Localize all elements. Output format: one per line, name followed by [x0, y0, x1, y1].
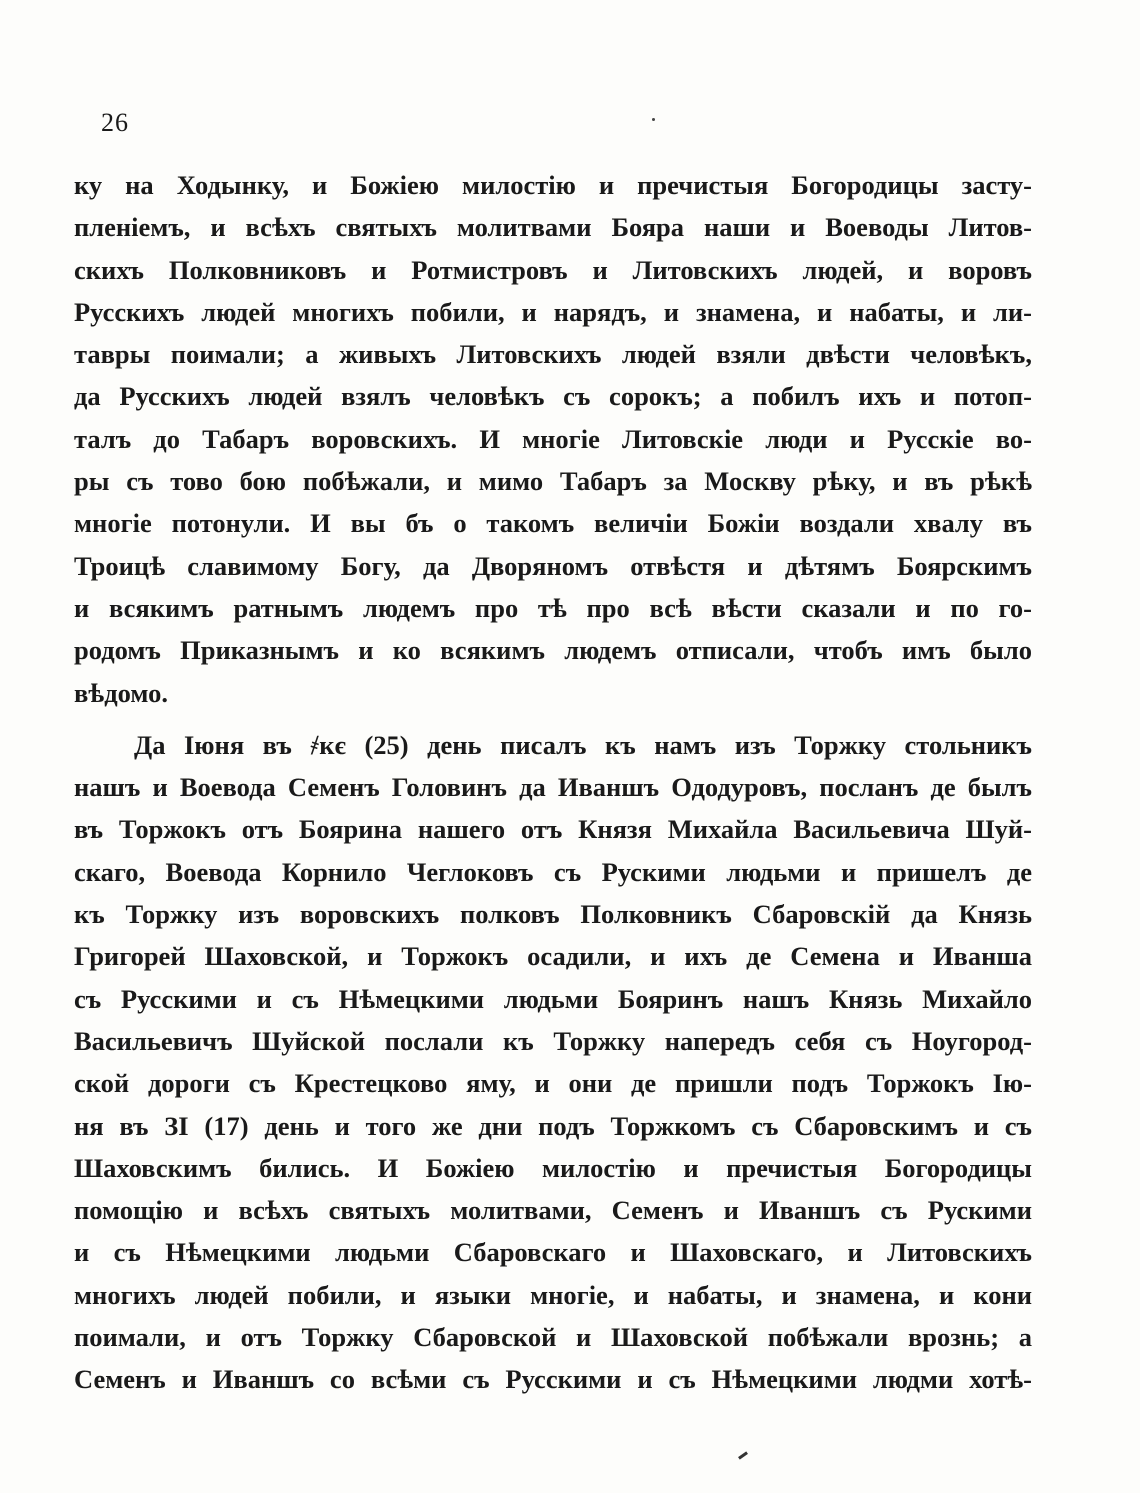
text-line: съ Русскими и съ Нѣмецкими людьми Бояринъ нашъ Князь Михайло	[74, 983, 1032, 1014]
page-number: 26	[101, 108, 129, 137]
text-line: пленiемъ, и всѣхъ святыхъ молитвами Бояра наши и Воеводы Литов-	[74, 212, 1032, 243]
text-line: къ Торжку изъ воровскихъ полковъ Полковникъ Сбаровскiй да Князь	[74, 899, 1032, 930]
text-line: нашъ и Воевода Семенъ Головинъ да Иваншъ Ододуровъ, посланъ де былъ	[74, 772, 1032, 803]
text-line: родомъ Приказнымъ и ко всякимъ людемъ отписали, чтобъ имъ было	[74, 635, 1032, 666]
text-line: многiе потонули. И вы бъ о такомъ величiи Божiи воздали хвалу въ	[74, 508, 1032, 539]
text-line: Шаховскимъ бились. И Божiею милостiю и пречистыя Богородицы	[74, 1152, 1032, 1183]
print-mark	[738, 1451, 748, 1459]
text-line: Троицѣ славимому Богу, да Дворяномъ отвѣстя и дѣтямъ Боярскимъ	[74, 550, 1032, 581]
paragraph-2	[74, 724, 1032, 1401]
text-line: ку на Ходынку, и Божiею милостiю и пречистыя Богородицы засту-	[74, 170, 1032, 200]
body-text	[74, 164, 1032, 1401]
text-line: ской дороги съ Крестецково яму, и они де пришли подъ Торжокъ Iю-	[74, 1068, 1032, 1099]
text-line: скаго, Воевода Корнило Чеглоковъ съ Рускими людьми и пришелъ де	[74, 856, 1032, 887]
paragraph-1	[74, 164, 1032, 714]
text-line: Да Iюня въ ҂кє (25) день писалъ къ намъ изъ Торжку стольникъ	[134, 729, 1032, 760]
text-line: и всякимъ ратнымъ людемъ про тѣ про всѣ вѣсти сказали и по го-	[74, 592, 1032, 623]
text-line: ня въ ЗI (17) день и того же дни подъ Торжкомъ съ Сбаровскимъ и съ	[74, 1110, 1032, 1141]
text-line: въ Торжокъ отъ Боярина нашего отъ Князя Михайла Васильевича Шуй-	[74, 814, 1032, 845]
print-speck	[652, 118, 655, 121]
text-line: и съ Нѣмецкими людьми Сбаровскаго и Шаховскаго, и Литовскихъ	[74, 1237, 1032, 1268]
text-line: Русскихъ людей многихъ побили, и нарядъ, и знамена, и набаты, и ли-	[74, 296, 1032, 327]
paragraph-gap	[74, 714, 1032, 724]
text-line: ры съ тово бою побѣжали, и мимо Табаръ за Москву рѣку, и въ рѣкѣ	[74, 466, 1032, 497]
text-line: Васильевичъ Шуйской послали къ Торжку напередъ себя съ Ноугород-	[74, 1025, 1032, 1056]
text-line: да Русскихъ людей взялъ человѣкъ съ сорокъ; а побилъ ихъ и потоп-	[74, 381, 1032, 412]
text-line: скихъ Полковниковъ и Ротмистровъ и Литовскихъ людей, и воровъ	[74, 254, 1032, 285]
text-line: талъ до Табаръ воровскихъ. И многiе Литовскiе люди и Русскiе во-	[74, 423, 1032, 454]
text-line: Семенъ и Иваншъ со всѣми съ Русскими и съ Нѣмецкими людми хотѣ-	[74, 1364, 1032, 1395]
text-line: помощiю и всѣхъ святыхъ молитвами, Семенъ и Иваншъ съ Рускими	[74, 1195, 1032, 1226]
text-line: вѣдомо.	[74, 677, 168, 708]
text-line: многихъ людей побили, и языки многiе, и набаты, и знамена, и кони	[74, 1279, 1032, 1310]
text-line: Григорей Шаховской, и Торжокъ осадили, и ихъ де Семена и Иванша	[74, 941, 1032, 972]
text-line: поимали, и отъ Торжку Сбаровской и Шаховской побѣжали врознь; а	[74, 1322, 1032, 1353]
text-line: тавры поимали; а живыхъ Литовскихъ людей взяли двѣсти человѣкъ,	[74, 339, 1032, 370]
